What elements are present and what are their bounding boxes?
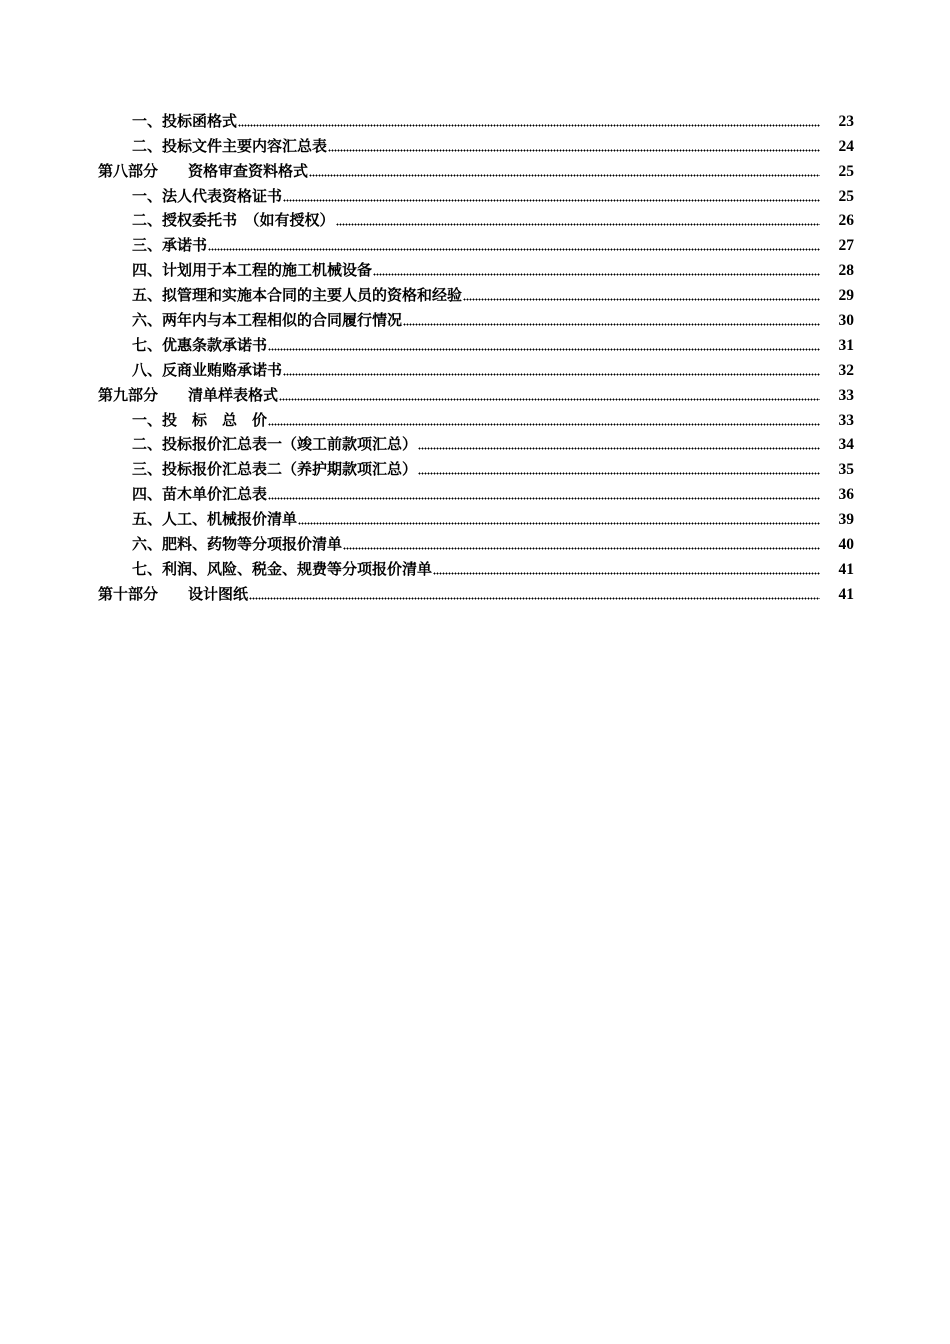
toc-page-number: 28 (838, 262, 854, 280)
toc-page-number: 32 (838, 361, 854, 379)
toc-entry-label: 四、计划用于本工程的施工机械设备 (132, 261, 373, 280)
toc-page-number: 31 (838, 336, 854, 354)
toc-entry[interactable] (98, 106, 854, 131)
toc-page-number: 35 (838, 461, 854, 479)
toc-leader-dots (268, 423, 820, 426)
toc-page-number: 36 (838, 486, 854, 504)
toc-entry-label: 三、承诺书 (132, 236, 208, 255)
toc-leader-dots (373, 273, 820, 276)
toc-leader-dots (309, 174, 820, 177)
toc-entry-label: 一、投 标 总 价 (132, 410, 268, 429)
toc-entry-label: 五、人工、机械报价清单 (132, 510, 298, 529)
toc-leader-dots (283, 373, 820, 376)
toc-entry[interactable] (98, 430, 854, 455)
toc-page-number: 33 (838, 411, 854, 429)
toc-leader-dots (433, 572, 820, 575)
toc-leader-dots (418, 472, 820, 475)
toc-entry-label: 八、反商业贿赂承诺书 (132, 360, 283, 379)
toc-entry[interactable] (98, 131, 854, 156)
toc-leader-dots (418, 447, 820, 450)
toc-entry[interactable] (98, 529, 854, 554)
toc-leader-dots (268, 348, 820, 351)
toc-entry-label: 一、法人代表资格证书 (132, 186, 283, 205)
toc-page-number: 27 (838, 237, 854, 255)
toc-section-entry[interactable] (98, 579, 854, 604)
toc-leader-dots (328, 149, 820, 152)
toc-page-number: 30 (838, 312, 854, 330)
toc-entry[interactable] (98, 405, 854, 430)
toc-leader-dots (283, 199, 820, 202)
toc-page-number: 39 (838, 511, 854, 529)
toc-entry[interactable] (98, 554, 854, 579)
toc-entry[interactable] (98, 280, 854, 305)
toc-section-entry[interactable] (98, 380, 854, 405)
toc-entry[interactable] (98, 355, 854, 380)
toc-leader-dots (238, 124, 820, 127)
toc-page-number: 29 (838, 287, 854, 305)
toc-leader-dots (279, 398, 820, 401)
toc-leader-dots (336, 223, 820, 226)
toc-leader-dots (268, 497, 820, 500)
toc-page-number: 25 (838, 162, 854, 180)
toc-section-label: 第八部分 资格审查资料格式 (98, 161, 309, 180)
toc-entry-label: 七、优惠条款承诺书 (132, 335, 268, 354)
toc-entry-label: 七、利润、风险、税金、规费等分项报价清单 (132, 559, 433, 578)
toc-page-number: 40 (838, 536, 854, 554)
toc-entry[interactable] (98, 305, 854, 330)
toc-page-number: 41 (838, 585, 854, 603)
toc-leader-dots (208, 248, 820, 251)
toc-entry-label: 二、投标文件主要内容汇总表 (132, 136, 328, 155)
toc-page-number: 24 (838, 137, 854, 155)
toc-entry[interactable] (98, 230, 854, 255)
toc-page-number: 41 (838, 560, 854, 578)
toc-page-number: 25 (838, 187, 854, 205)
toc-entry[interactable] (98, 206, 854, 231)
toc-page-number: 33 (838, 386, 854, 404)
toc-entry-label: 六、肥料、药物等分项报价清单 (132, 535, 343, 554)
toc-entry-label: 六、两年内与本工程相似的合同履行情况 (132, 311, 403, 330)
toc-entry-label: 四、苗木单价汇总表 (132, 485, 268, 504)
toc-leader-dots (343, 547, 820, 550)
toc-entry-label: 三、投标报价汇总表二（养护期款项汇总） (132, 460, 418, 479)
toc-entry-label: 一、投标函格式 (132, 111, 238, 130)
toc-entry[interactable] (98, 330, 854, 355)
toc-section-label: 第九部分 清单样表格式 (98, 385, 279, 404)
toc-entry[interactable] (98, 479, 854, 504)
table-of-contents (98, 106, 854, 604)
toc-entry[interactable] (98, 504, 854, 529)
toc-entry[interactable] (98, 181, 854, 206)
toc-page-number: 26 (838, 212, 854, 230)
toc-leader-dots (403, 323, 820, 326)
toc-section-label: 第十部分 设计图纸 (98, 584, 249, 603)
toc-page-number: 34 (838, 436, 854, 454)
toc-section-entry[interactable] (98, 156, 854, 181)
toc-leader-dots (463, 298, 820, 301)
toc-entry-label: 五、拟管理和实施本合同的主要人员的资格和经验 (132, 286, 463, 305)
toc-entry[interactable] (98, 255, 854, 280)
toc-entry[interactable] (98, 454, 854, 479)
toc-leader-dots (298, 522, 820, 525)
toc-entry-label: 二、授权委托书 （如有授权） (132, 211, 335, 230)
toc-leader-dots (249, 597, 820, 600)
toc-entry-label: 二、投标报价汇总表一（竣工前款项汇总） (132, 435, 418, 454)
toc-page-number: 23 (838, 112, 854, 130)
